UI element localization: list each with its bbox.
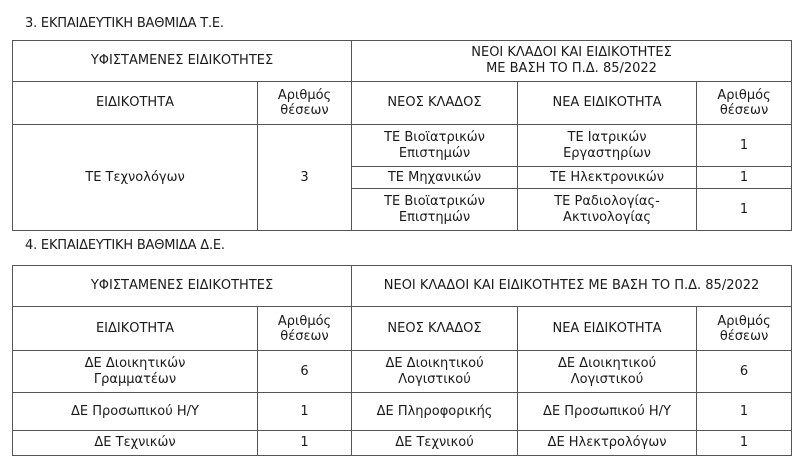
col-new-positions: Αριθμός θέσεων (697, 307, 792, 351)
new-positions: 1 (697, 189, 792, 231)
new-specialty: ΤΕ Ραδιολογίας- Ακτινολογίας (518, 189, 697, 231)
table-row (13, 351, 792, 393)
col-new-branch: ΝΕΟΣ ΚΛΑΔΟΣ (352, 82, 518, 125)
new-specialty: ΔΕ Διοικητικού Λογιστικού (518, 351, 697, 393)
col-specialty: ΕΙΔΙΚΟΤΗΤΑ (13, 82, 258, 125)
header-existing: ΥΦΙΣΤΑΜΕΝΕΣ ΕΙΔΙΚΟΤΗΤΕΣ (13, 41, 352, 82)
col-specialty: ΕΙΔΙΚΟΤΗΤΑ (13, 307, 258, 351)
existing-positions: 6 (258, 351, 352, 393)
new-branch: ΔΕ Τεχνικού (352, 431, 518, 456)
new-positions: 1 (697, 393, 792, 431)
col-new-positions: Αριθμός θέσεων (697, 82, 792, 125)
header-existing: ΥΦΙΣΤΑΜΕΝΕΣ ΕΙΔΙΚΟΤΗΤΕΣ (13, 266, 352, 307)
existing-positions: 1 (258, 431, 352, 456)
table-row (13, 125, 792, 167)
col-positions: Αριθμός θέσεων (258, 307, 352, 351)
table-te (12, 40, 792, 231)
new-branch: ΤΕ Μηχανικών (352, 167, 518, 189)
col-new-specialty: ΝΕΑ ΕΙΔΙΚΟΤΗΤΑ (518, 82, 697, 125)
new-branch: ΤΕ Βιοϊατρικών Επιστημών (352, 189, 518, 231)
table-row (13, 393, 792, 431)
existing-positions: 1 (258, 393, 352, 431)
col-new-specialty: ΝΕΑ ΕΙΔΙΚΟΤΗΤΑ (518, 307, 697, 351)
new-specialty: ΔΕ Ηλεκτρολόγων (518, 431, 697, 456)
new-specialty: ΔΕ Προσωπικού Η/Υ (518, 393, 697, 431)
new-positions: 1 (697, 431, 792, 456)
col-new-branch: ΝΕΟΣ ΚΛΑΔΟΣ (352, 307, 518, 351)
existing-specialty: ΔΕ Προσωπικού Η/Υ (13, 393, 258, 431)
new-branch: ΔΕ Πληροφορικής (352, 393, 518, 431)
header-new-line1: ΝΕΟΙ ΚΛΑΔΟΙ ΚΑΙ ΕΙΔΙΚΟΤΗΤΕΣ (471, 45, 672, 60)
existing-positions: 3 (258, 125, 352, 231)
new-specialty: ΤΕ Ιατρικών Εργαστηρίων (518, 125, 697, 167)
new-positions: 6 (697, 351, 792, 393)
new-branch: ΔΕ Διοικητικού Λογιστικού (352, 351, 518, 393)
new-positions: 1 (697, 167, 792, 189)
new-branch: ΤΕ Βιοϊατρικών Επιστημών (352, 125, 518, 167)
new-positions: 1 (697, 125, 792, 167)
existing-specialty: ΔΕ Διοικητικών Γραμματέων (13, 351, 258, 393)
existing-specialty: ΤΕ Τεχνολόγων (13, 125, 258, 231)
table-de (12, 265, 792, 456)
header-new-line2: ΜΕ ΒΑΣΗ ΤΟ Π.Δ. 85/2022 (486, 61, 657, 76)
section-3-title: 3. ΕΚΠΑΙΔΕΥΤΙΚΗ ΒΑΘΜΙΔΑ Τ.Ε. (25, 16, 224, 31)
section-4-title: 4. ΕΚΠΑΙΔΕΥΤΙΚΗ ΒΑΘΜΙΔΑ Δ.Ε. (25, 238, 225, 253)
new-specialty: ΤΕ Ηλεκτρονικών (518, 167, 697, 189)
col-positions: Αριθμός θέσεων (258, 82, 352, 125)
table-row (13, 431, 792, 456)
header-new (352, 41, 792, 82)
header-new: ΝΕΟΙ ΚΛΑΔΟΙ ΚΑΙ ΕΙΔΙΚΟΤΗΤΕΣ ΜΕ ΒΑΣΗ ΤΟ Π.Δ. 85/2022 (352, 266, 792, 307)
existing-specialty: ΔΕ Τεχνικών (13, 431, 258, 456)
